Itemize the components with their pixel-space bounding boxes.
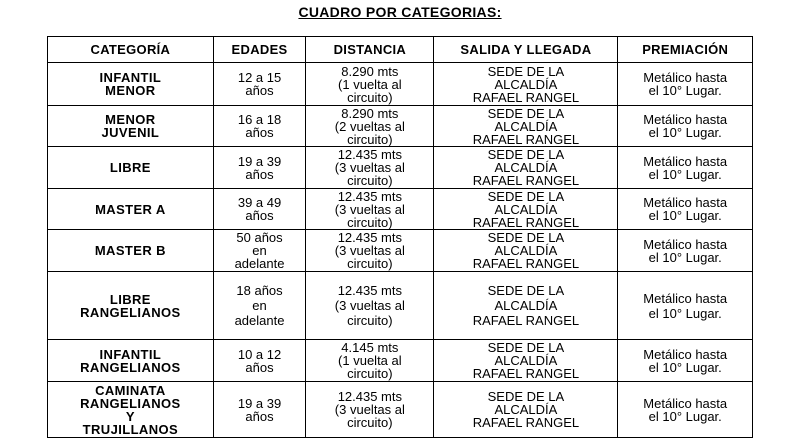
edades-cell: [213, 340, 306, 382]
cell-line: CAMINATA: [95, 382, 166, 398]
cell-line: circuito): [347, 415, 393, 430]
header-premiacion: PREMIACIÓN: [618, 37, 753, 63]
salida-cell: [434, 106, 618, 147]
table-row: [48, 63, 753, 106]
categoria-cell: [48, 147, 214, 189]
cell-line: SEDE DE LA: [487, 105, 565, 121]
cell-line: (2 vueltas al: [334, 118, 405, 134]
categoria-cell: [48, 340, 214, 382]
table-row: [48, 340, 753, 382]
cell-line: 19 a 39: [237, 153, 282, 169]
cell-line: Metálico hasta: [643, 153, 728, 169]
cell-line: RANGELIANOS: [80, 395, 181, 411]
cell-line: RAFAEL RANGEL: [472, 313, 580, 328]
cell-line: MASTER A: [95, 201, 166, 217]
cell-line: Metálico hasta: [643, 395, 728, 411]
cell-line: 12.435 mts: [337, 389, 403, 404]
cell-line: circuito): [347, 89, 393, 105]
cell-line: SEDE DE LA: [487, 230, 565, 245]
cell-line: 8.290 mts: [341, 63, 399, 79]
cell-line: RAFAEL RANGEL: [472, 214, 580, 230]
distancia-cell: [306, 106, 434, 147]
cell-line: MENOR: [105, 112, 156, 127]
cell-line: ALCALDÍA: [494, 160, 558, 175]
cell-line: ALCALDÍA: [494, 243, 558, 258]
cell-line: el 10° Lugar.: [648, 83, 722, 98]
cell-line: RAFAEL RANGEL: [472, 173, 580, 188]
cell-line: MASTER B: [94, 243, 166, 258]
table-body: [48, 63, 753, 438]
cell-line: LIBRE: [109, 291, 151, 307]
salida-cell: [434, 340, 618, 382]
cell-line: circuito): [347, 131, 393, 147]
cell-line: Metálico hasta: [643, 236, 728, 252]
table-row: [48, 272, 753, 340]
salida-cell: [434, 147, 618, 189]
cell-line: RAFAEL RANGEL: [472, 89, 580, 105]
categoria-cell: [48, 382, 214, 438]
categories-table: [47, 36, 753, 438]
cell-line: adelante: [234, 256, 285, 271]
cell-line: SEDE DE LA: [487, 147, 565, 162]
page-title: CUADRO POR CATEGORIAS:: [298, 4, 502, 20]
edades-cell: [213, 230, 306, 272]
header-salida-llegada: SALIDA Y LLEGADA: [434, 37, 618, 63]
cell-line: el 10° Lugar.: [648, 166, 722, 182]
edades-cell: [213, 272, 306, 340]
cell-line: RANGELIANOS: [80, 359, 181, 375]
salida-cell: [434, 230, 618, 272]
cell-line: circuito): [347, 366, 393, 381]
premiacion-cell: [618, 272, 753, 340]
cell-line: TRUJILLANOS: [82, 421, 179, 437]
distancia-cell: [306, 63, 434, 106]
cell-line: RAFAEL RANGEL: [472, 256, 580, 271]
cell-line: JUVENIL: [101, 125, 160, 140]
cell-line: 12.435 mts: [337, 230, 403, 245]
salida-cell: [434, 189, 618, 230]
edades-cell: [213, 147, 306, 189]
cell-line: 4.145 mts: [341, 340, 399, 355]
salida-cell: [434, 272, 618, 340]
table-row: [48, 189, 753, 230]
cell-line: 12.435 mts: [337, 147, 403, 162]
cell-line: 19 a 39: [237, 395, 282, 411]
edades-cell: [213, 189, 306, 230]
cell-line: ALCALDÍA: [494, 76, 558, 92]
cell-line: circuito): [347, 256, 393, 271]
cell-line: (3 vueltas al: [334, 201, 405, 217]
cell-line: RAFAEL RANGEL: [472, 131, 580, 147]
cell-line: (3 vueltas al: [334, 243, 405, 258]
cell-line: LIBRE: [109, 160, 151, 175]
cell-line: 50 años: [236, 230, 283, 245]
cell-line: en: [252, 298, 267, 313]
header-row: [48, 37, 753, 63]
cell-line: el 10° Lugar.: [648, 208, 722, 223]
distancia-cell: [306, 230, 434, 272]
cell-line: años: [245, 83, 274, 98]
cell-line: el 10° Lugar.: [648, 305, 722, 321]
cell-line: SEDE DE LA: [487, 283, 565, 298]
salida-cell: [434, 63, 618, 106]
premiacion-cell: [618, 147, 753, 189]
cell-line: SEDE DE LA: [487, 63, 565, 79]
cell-line: ALCALDÍA: [494, 201, 558, 217]
cell-line: el 10° Lugar.: [648, 408, 722, 424]
categoria-cell: [48, 230, 214, 272]
cell-line: circuito): [347, 313, 393, 328]
cell-line: el 10° Lugar.: [648, 249, 722, 265]
cell-line: RANGELIANOS: [80, 304, 181, 320]
cell-line: el 10° Lugar.: [648, 359, 722, 375]
cell-line: 12.435 mts: [337, 283, 403, 298]
cell-line: Metálico hasta: [643, 290, 728, 306]
cell-line: 8.290 mts: [341, 105, 399, 121]
cell-line: (3 vueltas al: [334, 402, 405, 417]
edades-cell: [213, 106, 306, 147]
header-categoria: CATEGORÍA: [48, 37, 214, 63]
cell-line: Y: [125, 408, 135, 424]
header-distancia: DISTANCIA: [306, 37, 434, 63]
cell-line: SEDE DE LA: [487, 188, 565, 204]
cell-line: (3 vueltas al: [334, 160, 405, 175]
table-row: [48, 147, 753, 189]
table-row: [48, 230, 753, 272]
cell-line: en: [252, 243, 267, 258]
cell-line: circuito): [347, 214, 393, 230]
cell-line: SEDE DE LA: [487, 389, 565, 404]
distancia-cell: [306, 382, 434, 438]
cell-line: RAFAEL RANGEL: [472, 415, 580, 430]
edades-cell: [213, 382, 306, 438]
premiacion-cell: [618, 230, 753, 272]
cell-line: el 10° Lugar.: [648, 125, 722, 140]
edades-cell: [213, 63, 306, 106]
cell-line: 16 a 18: [237, 112, 282, 127]
categoria-cell: [48, 63, 214, 106]
cell-line: adelante: [234, 313, 285, 328]
cell-line: 12.435 mts: [337, 188, 403, 204]
categoria-cell: [48, 189, 214, 230]
cell-line: Metálico hasta: [643, 346, 728, 362]
premiacion-cell: [618, 340, 753, 382]
cell-line: SEDE DE LA: [487, 340, 565, 355]
salida-cell: [434, 382, 618, 438]
cell-line: ALCALDÍA: [494, 118, 558, 134]
cell-line: 12 a 15: [237, 70, 282, 85]
cell-line: MENOR: [105, 83, 156, 98]
distancia-cell: [306, 189, 434, 230]
cell-line: ALCALDÍA: [494, 402, 558, 417]
table-row: [48, 106, 753, 147]
cell-line: Metálico hasta: [643, 112, 728, 127]
cell-line: años: [245, 208, 274, 223]
cell-line: años: [245, 125, 274, 140]
table-row: [48, 382, 753, 438]
header-edades: EDADES: [213, 37, 306, 63]
categoria-cell: [48, 106, 214, 147]
cell-line: años: [245, 408, 274, 424]
cell-line: 10 a 12: [237, 346, 282, 362]
cell-line: INFANTIL: [99, 346, 162, 362]
cell-line: (1 vuelta al: [338, 353, 402, 368]
cell-line: ALCALDÍA: [494, 353, 558, 368]
cell-line: años: [245, 166, 274, 182]
premiacion-cell: [618, 63, 753, 106]
premiacion-cell: [618, 189, 753, 230]
categoria-cell: [48, 272, 214, 340]
distancia-cell: [306, 147, 434, 189]
premiacion-cell: [618, 382, 753, 438]
cell-line: Metálico hasta: [643, 195, 728, 210]
cell-line: (3 vueltas al: [334, 298, 405, 313]
cell-line: RAFAEL RANGEL: [472, 366, 580, 381]
distancia-cell: [306, 340, 434, 382]
cell-line: (1 vuelta al: [338, 76, 402, 92]
cell-line: 18 años: [236, 283, 283, 298]
premiacion-cell: [618, 106, 753, 147]
distancia-cell: [306, 272, 434, 340]
cell-line: ALCALDÍA: [494, 298, 558, 313]
cell-line: 39 a 49: [237, 195, 282, 210]
cell-line: circuito): [347, 173, 393, 188]
cell-line: años: [245, 359, 274, 375]
cell-line: INFANTIL: [99, 70, 162, 85]
cell-line: Metálico hasta: [643, 70, 728, 85]
